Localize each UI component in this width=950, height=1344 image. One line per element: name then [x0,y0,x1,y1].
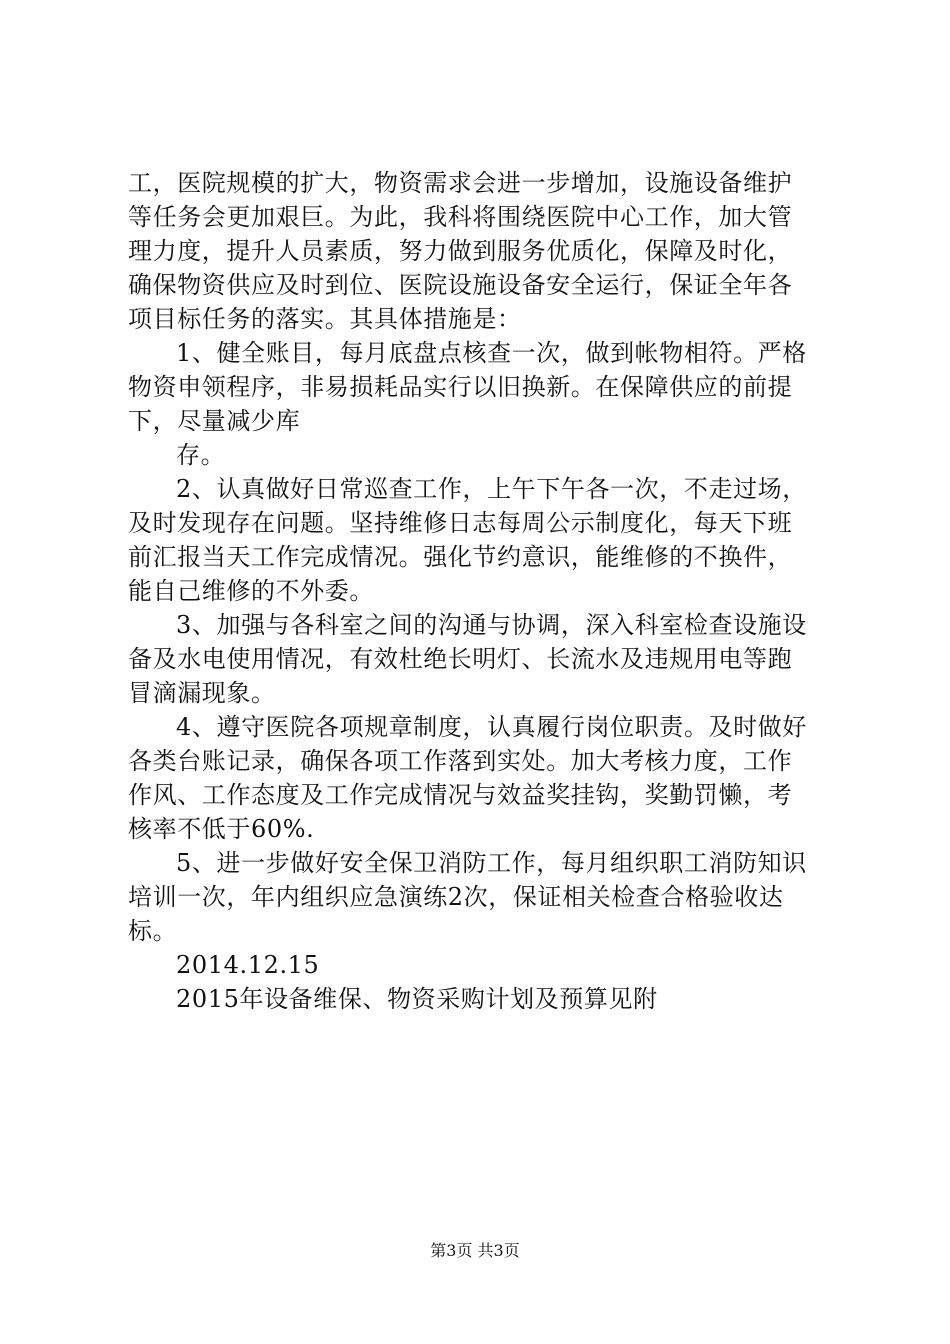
measure-4-line: 4、遵守医院各项规章制度，认真履行岗位职责。及时做好 [176,713,807,741]
text-line: 下，尽量减少库 [128,407,301,435]
text-line: 物资申领程序，非易损耗品实行以旧换新。在保障供应的前提 [128,373,793,401]
text-line: 理力度，提升人员素质，努力做到服务优质化，保障及时化， [128,237,793,265]
text-line: 核率不低于60%. [128,815,315,843]
document-body [128,166,840,1016]
text-line: 各类台账记录，确保各项工作落到实处。加大考核力度，工作 [128,747,793,775]
text-line: 工，医院规模的扩大，物资需求会进一步增加，设施设备维护 [128,169,793,197]
text-line: 备及水电使用情况，有效杜绝长明灯、长流水及违规用电等跑 [128,645,793,673]
text-line: 存。 [176,441,226,469]
text-line: 及时发现存在问题。坚持维修日志每周公示制度化，每天下班 [128,509,793,537]
text-line: 项目标任务的落实。其具体措施是： [128,305,522,333]
text-line: 等任务会更加艰巨。为此，我科将围绕医院中心工作，加大管 [128,203,793,231]
measure-1-line: 1、健全账目，每月底盘点核查一次，做到帐物相符。严格 [176,339,807,367]
document-date: 2014.12.15 [176,951,320,979]
text-line: 培训一次，年内组织应急演练2次，保证相关检查合格验收达 [128,883,784,911]
text-line: 能自己维修的不外委。 [128,577,374,605]
attachment-note: 2015年设备维保、物资采购计划及预算见附 [176,985,658,1013]
text-line: 前汇报当天工作完成情况。强化节约意识，能维修的不换件， [128,543,793,571]
text-line: 标。 [128,917,178,945]
text-line: 冒滴漏现象。 [128,679,276,707]
measure-2-line: 2、认真做好日常巡查工作，上午下午各一次，不走过场， [176,475,807,503]
measure-3-line: 3、加强与各科室之间的沟通与协调，深入科室检查设施设 [176,611,807,639]
measure-5-line: 5、进一步做好安全保卫消防工作，每月组织职工消防知识 [176,849,807,877]
page-number: 第3页 共3页 [430,1241,520,1260]
text-line: 确保物资供应及时到位、医院设施设备安全运行，保证全年各 [128,271,793,299]
text-line: 作风、工作态度及工作完成情况与效益奖挂钩，奖勤罚懒，考 [128,781,793,809]
